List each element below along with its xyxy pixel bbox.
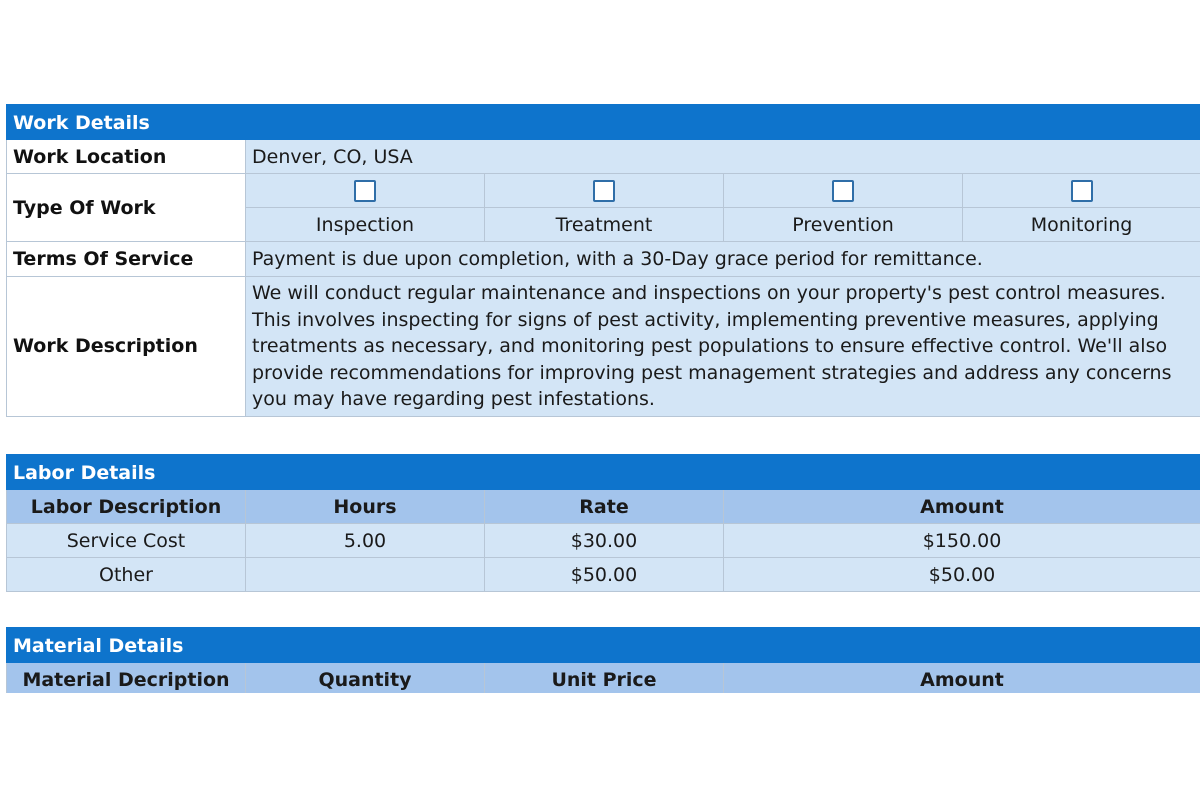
rate-cell: $50.00 [485,558,724,592]
material-column-header-row [7,663,1200,694]
terms-of-service-value: Payment is due upon completion, with a 30-Day grace period for remittance. [246,242,1200,277]
hours-cell [246,558,485,592]
treatment-checkbox[interactable] [593,180,615,202]
material-details-title: Material Details [7,628,1200,663]
rate-cell: $30.00 [485,524,724,558]
work-description-value: We will conduct regular maintenance and inspections on your property's pest control measures. This involves inspecting for signs of pest activity, implementing preventive measures, applying treatments as necessary, and monitoring pest populations to ensure effective control. We'll also provide recommendations for improving pest management strategies and address any concerns you may have regarding pest infestations. [246,277,1200,417]
labor-details-table [6,454,1200,592]
prevention-checkbox[interactable] [832,180,854,202]
material-description-header: Material Decription [7,663,246,694]
inspection-label: Inspection [246,208,485,242]
inspection-checkbox-cell[interactable] [246,174,485,208]
unit-price-header: Unit Price [485,663,724,694]
labor-details-header-row [7,455,1200,490]
material-details-table [6,627,1200,693]
treatment-checkbox-cell[interactable] [485,174,724,208]
type-of-work-label: Type Of Work [7,174,246,242]
work-details-title: Work Details [7,105,1200,140]
labor-description-cell: Other [7,558,246,592]
quantity-header: Quantity [246,663,485,694]
hours-header: Hours [246,490,485,524]
work-location-row [7,140,1200,174]
labor-description-header: Labor Description [7,490,246,524]
inspection-checkbox[interactable] [354,180,376,202]
treatment-label: Treatment [485,208,724,242]
terms-of-service-label: Terms Of Service [7,242,246,277]
material-details-header-row [7,628,1200,663]
work-location-label: Work Location [7,140,246,174]
work-location-value: Denver, CO, USA [246,140,1200,174]
work-description-label: Work Description [7,277,246,417]
table-row [7,524,1200,558]
material-amount-header: Amount [724,663,1200,694]
material-details-clip [0,627,1200,693]
labor-details-title: Labor Details [7,455,1200,490]
prevention-checkbox-cell[interactable] [724,174,963,208]
work-details-header-row [7,105,1200,140]
rate-header: Rate [485,490,724,524]
hours-cell: 5.00 [246,524,485,558]
work-details-table [6,104,1200,417]
labor-description-cell: Service Cost [7,524,246,558]
amount-header: Amount [724,490,1200,524]
monitoring-checkbox[interactable] [1071,180,1093,202]
terms-of-service-row [7,242,1200,277]
monitoring-label: Monitoring [963,208,1200,242]
monitoring-checkbox-cell[interactable] [963,174,1200,208]
table-row [7,558,1200,592]
prevention-label: Prevention [724,208,963,242]
type-of-work-checkbox-row [7,174,1200,208]
amount-cell: $150.00 [724,524,1200,558]
work-description-row [7,277,1200,417]
amount-cell: $50.00 [724,558,1200,592]
labor-column-header-row [7,490,1200,524]
